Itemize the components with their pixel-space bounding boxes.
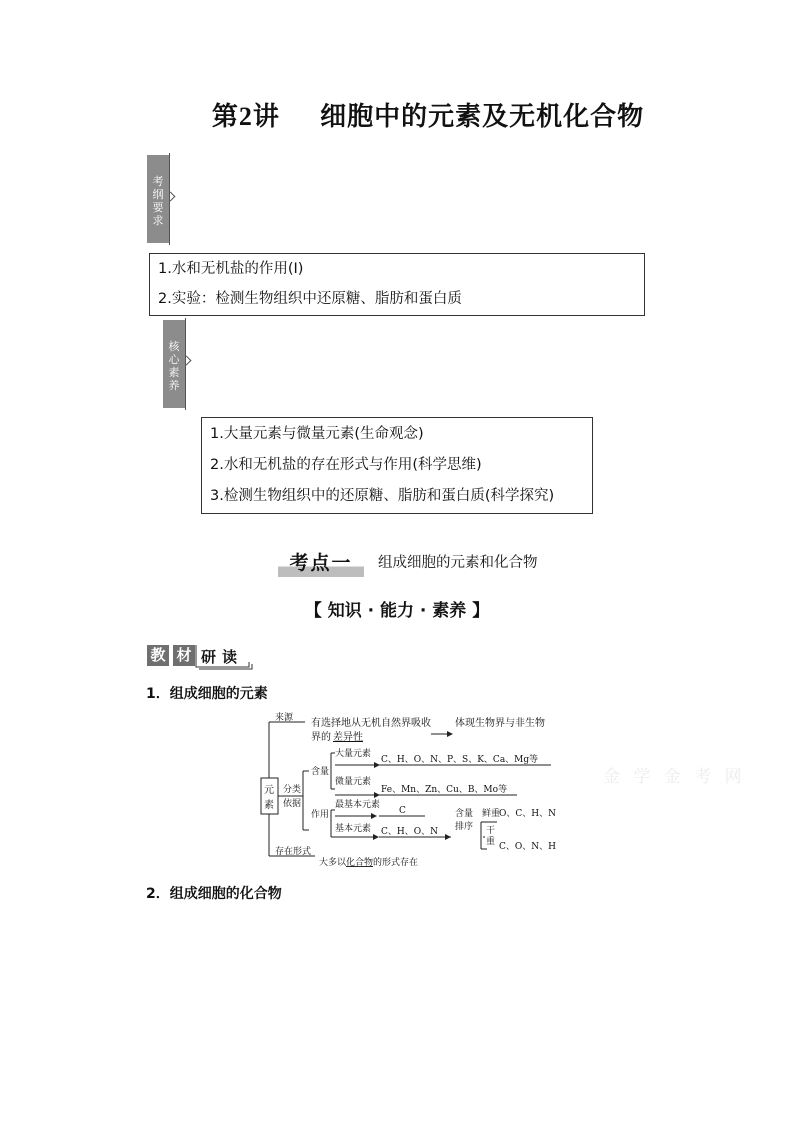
diagram-dry-label: 重 (486, 837, 496, 847)
diagram-basic-label: 基本元素 (335, 824, 372, 834)
diagram-source-text: 体现生物界与非生物 (455, 718, 545, 729)
diagram-content-label: 含量 (311, 767, 330, 777)
core-literacy-tab: 核 心 素 养 (163, 320, 185, 408)
badge-char: 教 (147, 645, 169, 666)
core-literacy-item: 1.大量元素与微量元素(生命观念) (210, 426, 424, 442)
elements-concept-diagram (255, 712, 585, 874)
diagram-root-char: 素 (264, 800, 274, 811)
diagram-form-text: 大多以 (319, 858, 347, 868)
core-literacy-box (201, 417, 593, 514)
diagram-ranking-label: 含量 (455, 809, 474, 819)
diagram-dry-label: 干 (486, 826, 496, 836)
diagram-basic-elements: C、H、O、N (381, 827, 438, 837)
diagram-micro-label: 微量元素 (335, 777, 372, 787)
diagram-most-basic-element: C (399, 806, 406, 816)
exam-requirements-tab: 考 纲 要 求 (147, 155, 169, 243)
badge-text: 研 (201, 648, 217, 666)
exam-requirements-box (149, 253, 645, 316)
section-heading: 2．组成细胞的化合物 (146, 886, 282, 902)
watermark: 金 学 金 考 网 (603, 767, 746, 787)
diagram-root-char: 元 (264, 785, 274, 796)
core-literacy-item: 3.检测生物组织中的还原糖、脂肪和蛋白质(科学探究) (210, 488, 555, 504)
diagram-macro-elements: C、H、O、N、P、S、K、Ca、Mg等 (381, 755, 539, 765)
diagram-form-text: 的形式存在 (373, 858, 419, 868)
diagram-most-basic-label: 最基本元素 (335, 800, 381, 810)
diagram-source-text: 界的 (311, 732, 331, 743)
diagram-basis-label: 依据 (283, 799, 302, 809)
diagram-classify-label: 分类 (283, 785, 302, 795)
page-title: 第2讲 细胞中的元素及无机化合物 (211, 102, 645, 132)
diagram-ranking-label: 排序 (455, 822, 474, 832)
diagram-micro-elements: Fe、Mn、Zn、Cu、B、Mo等 (381, 785, 508, 795)
badge-text: 读 (222, 648, 238, 666)
knowledge-subheading: 【 知识 · 能力 · 素养 】 (304, 601, 490, 621)
diagram-source-text: 有选择地从无机自然界吸收 (311, 718, 431, 729)
diagram-form-underlined: 化合物 (346, 858, 374, 868)
kaodian-title: 组成细胞的元素和化合物 (378, 555, 538, 571)
exam-requirement-item: 2.实验：检测生物组织中还原糖、脂肪和蛋白质 (158, 291, 462, 307)
diagram-macro-label: 大量元素 (335, 749, 372, 759)
badge-char: 材 (173, 645, 195, 666)
exam-requirement-item: 1.水和无机盐的作用(Ⅰ) (158, 261, 304, 277)
diagram-fresh-label: 鲜重 (482, 809, 501, 819)
diagram-form-label: 存在形式 (275, 847, 312, 857)
diagram-role-label: 作用 (311, 810, 330, 820)
diagram-source-underlined: 差异性 (333, 732, 363, 743)
section-heading: 1．组成细胞的元素 (146, 686, 268, 702)
diagram-source-label: 来源 (275, 713, 294, 723)
core-literacy-item: 2.水和无机盐的存在形式与作用(科学思维) (210, 457, 482, 473)
diagram-dry-order: C、O、N、H (499, 842, 556, 852)
badge-bracket (195, 643, 255, 671)
diagram-fresh-order: O、C、H、N (499, 809, 556, 819)
kaodian-label: 考点一 (278, 549, 364, 577)
